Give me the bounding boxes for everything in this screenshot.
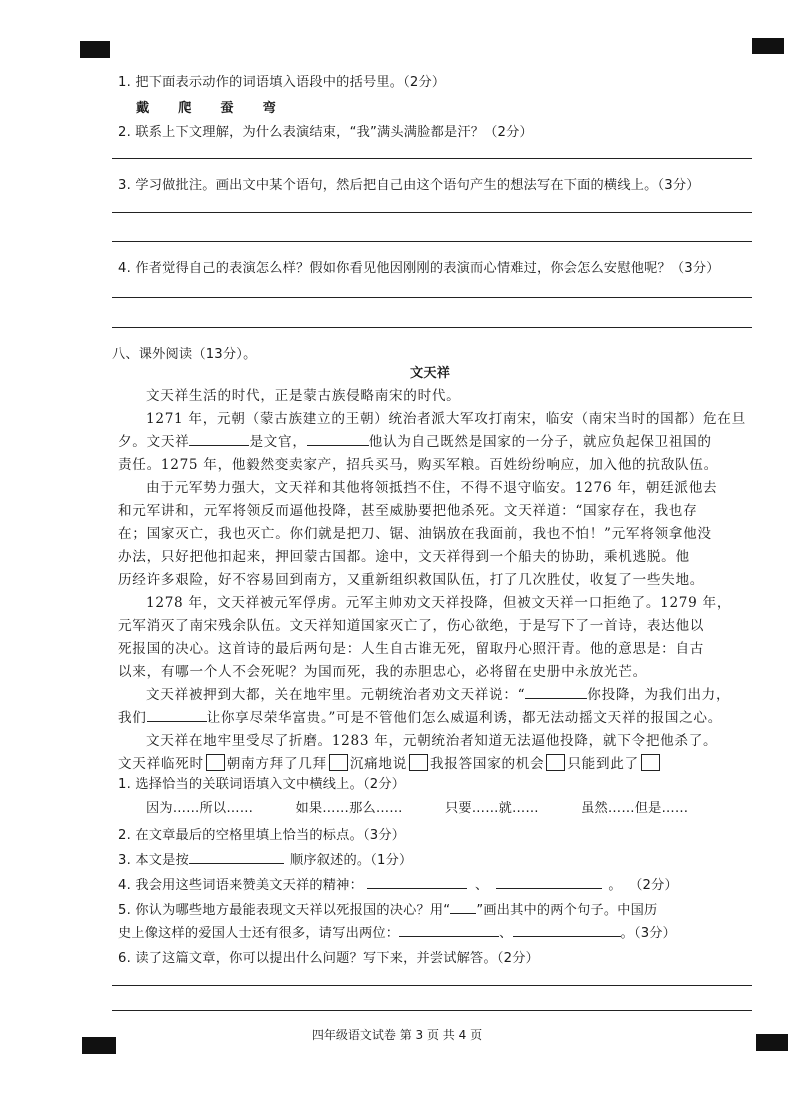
article-line: 死报国的决心。这首诗的最后两句是：人生自古谁无死，留取丹心照汗青。他的意思是：自古 (118, 641, 705, 657)
word-option: 爬 (178, 101, 192, 116)
question-text: 。（3分） (620, 926, 677, 941)
article-text: 我报答国家的机会 (430, 756, 545, 772)
word-option: 弯 (262, 101, 276, 116)
article-line: 元军消灭了南宋残余队伍。文天祥知道国家灭亡了，伤心欲绝，于是写下了一首诗，表达他以 (118, 618, 705, 634)
answer-line[interactable] (112, 327, 752, 328)
article-line (146, 683, 730, 703)
article-line: 责任。1275 年，他毅然变卖家产，招兵买马，购买军粮。百姓纷纷响应，加入他的抗敌队伍。 (118, 457, 718, 473)
article-line (118, 430, 712, 450)
article-line: 办法，只好把他扣起来，押回蒙古国都。途中，文天祥得到一个船夫的协助，乘机逃脱。他 (118, 549, 690, 565)
registration-mark-top-left (80, 41, 110, 58)
score: （2分） (635, 878, 678, 893)
fill-blank-connector-4[interactable] (147, 709, 207, 722)
article-title: 文天祥 (410, 366, 451, 381)
fill-blank-connector-3[interactable] (525, 686, 587, 699)
question-8-6: 6. 读了这篇文章，你可以提出什么问题？写下来，并尝试解答。（2分） (118, 951, 539, 966)
question-1: 1. 把下面表示动作的词语填入语段中的括号里。（2分） (118, 75, 446, 90)
article-text: 文天祥被押到大都，关在地牢里。元朝统治者劝文天祥说：“ (146, 687, 526, 703)
connector-options (146, 797, 688, 816)
question-4: 4. 作者觉得自己的表演怎么样？假如你看见他因刚刚的表演而心情难过，你会怎么安慰他呢？（3分） (118, 261, 720, 276)
article-line (118, 752, 662, 772)
answer-blank[interactable] (513, 924, 621, 937)
question-text: 3. 本文是按 (118, 853, 189, 868)
article-line: 以来，有哪一个人不会死呢？为国而死，我的赤胆忠心，必将留在史册中永放光芒。 (118, 664, 647, 680)
word-option: 蚕 (220, 101, 234, 116)
question-3: 3. 学习做批注。画出文中某个语句，然后把自己由这个语句产生的想法写在下面的横线上。（3分） (118, 178, 700, 193)
article-line: 历经许多艰险，好不容易回到南方，又重新组织救国队伍，打了几次胜仗，收复了一些失地。 (118, 572, 705, 588)
article-line: 和元军讲和，元军将领反而逼他投降，甚至威胁要把他杀死。文天祥道：“国家存在，我也存 (118, 503, 698, 519)
question-8-2: 2. 在文章最后的空格里填上恰当的标点。（3分） (118, 828, 406, 843)
answer-line[interactable] (112, 241, 752, 242)
answer-line[interactable] (112, 212, 752, 213)
article-line: 文天祥在地牢里受尽了折磨。1283 年，元朝统治者知道无法逼他投降，就下令把他杀了。 (146, 733, 718, 749)
connector-option: 如果……那么…… (295, 801, 403, 816)
question-text: 5. 你认为哪些地方最能表现文天祥以死报国的决心？用“ (118, 903, 451, 918)
article-text: 让你享尽荣华富贵。”可是不管他们怎么威逼利诱，都无法动摇文天祥的报国之心。 (206, 710, 723, 726)
question-8-5-cont (118, 922, 676, 941)
article-text: 沉痛地说 (349, 756, 408, 772)
separator: 、 (474, 878, 489, 893)
answer-line[interactable] (112, 985, 752, 986)
article-text: 只能到此了 (567, 756, 639, 772)
answer-blank[interactable] (367, 876, 467, 889)
question-2: 2. 联系上下文理解，为什么表演结束，“我”满头满脸都是汗？（2分） (118, 125, 533, 140)
article-text: 我们 (118, 710, 147, 726)
article-line: 在；国家灭亡，我也灭亡。你们就是把刀、锯、油锅放在我面前，我也不怕！”元军将领拿他没 (118, 526, 712, 542)
article-text: 夕。文天祥 (118, 434, 190, 450)
word-option: 戴 (136, 101, 150, 116)
article-text: 朝南方拜了几拜 (226, 756, 327, 772)
article-line: 由于元军势力强大，文天祥和其他将领抵挡不住，不得不退守临安。1276 年，朝廷派他去 (146, 480, 718, 496)
answer-line[interactable] (112, 158, 752, 159)
article-text: 文天祥临死时 (118, 756, 204, 772)
question-8-1: 1. 选择恰当的关联词语填入文中横线上。（2分） (118, 777, 406, 792)
page-footer: 四年级语文试卷 第 3 页 共 4 页 (311, 1028, 483, 1042)
section-heading: 八、课外阅读（13分）。 (112, 347, 257, 362)
question-text: 史上像这样的爱国人士还有很多，请写出两位： (118, 926, 400, 941)
connector-option: 因为……所以…… (146, 801, 254, 816)
answer-blank[interactable] (189, 851, 284, 864)
answer-blank[interactable] (496, 876, 602, 889)
connector-option: 只要……就…… (445, 801, 539, 816)
connector-option: 虽然……但是…… (581, 801, 689, 816)
answer-line[interactable] (112, 1010, 752, 1011)
answer-line[interactable] (112, 297, 752, 298)
punctuation-box[interactable] (546, 754, 565, 771)
fill-blank-connector-1[interactable] (189, 433, 249, 446)
question-text: 4. 我会用这些词语来赞美文天祥的精神： (118, 878, 363, 893)
underline-sample (450, 901, 476, 914)
punctuation-box[interactable] (641, 754, 660, 771)
punctuation-box[interactable] (329, 754, 348, 771)
article-text: 你投降，为我们出力， (587, 687, 731, 703)
article-line: 1278 年，文天祥被元军俘虏。元军主帅劝文天祥投降，但被文天祥一口拒绝了。1279 年， (146, 595, 732, 611)
word-options (136, 97, 276, 116)
punctuation-box[interactable] (409, 754, 428, 771)
article-line: 1271 年，元朝（蒙古族建立的王朝）统治者派大军攻打南宋，临安（南宋当时的国都）危在旦 (146, 411, 746, 427)
article-text: 他认为自己既然是国家的一分子，就应负起保卫祖国的 (368, 434, 712, 450)
separator: 。 (608, 878, 622, 893)
article-line (118, 706, 722, 726)
article-paragraph: 文天祥生活的时代，正是蒙古族侵略南宋的时代。 (146, 388, 461, 404)
answer-blank[interactable] (399, 924, 499, 937)
punctuation-box[interactable] (206, 754, 225, 771)
registration-mark-top-right (752, 38, 784, 54)
fill-blank-connector-2[interactable] (307, 433, 369, 446)
question-8-4 (118, 874, 678, 893)
question-text: ”画出其中的两个句子。中国历 (476, 903, 658, 918)
article-text: 是文官， (249, 434, 307, 450)
separator: 、 (499, 926, 513, 941)
question-8-3 (118, 849, 412, 868)
question-8-5 (118, 899, 657, 918)
question-text: 顺序叙述的。（1分） (289, 853, 413, 868)
